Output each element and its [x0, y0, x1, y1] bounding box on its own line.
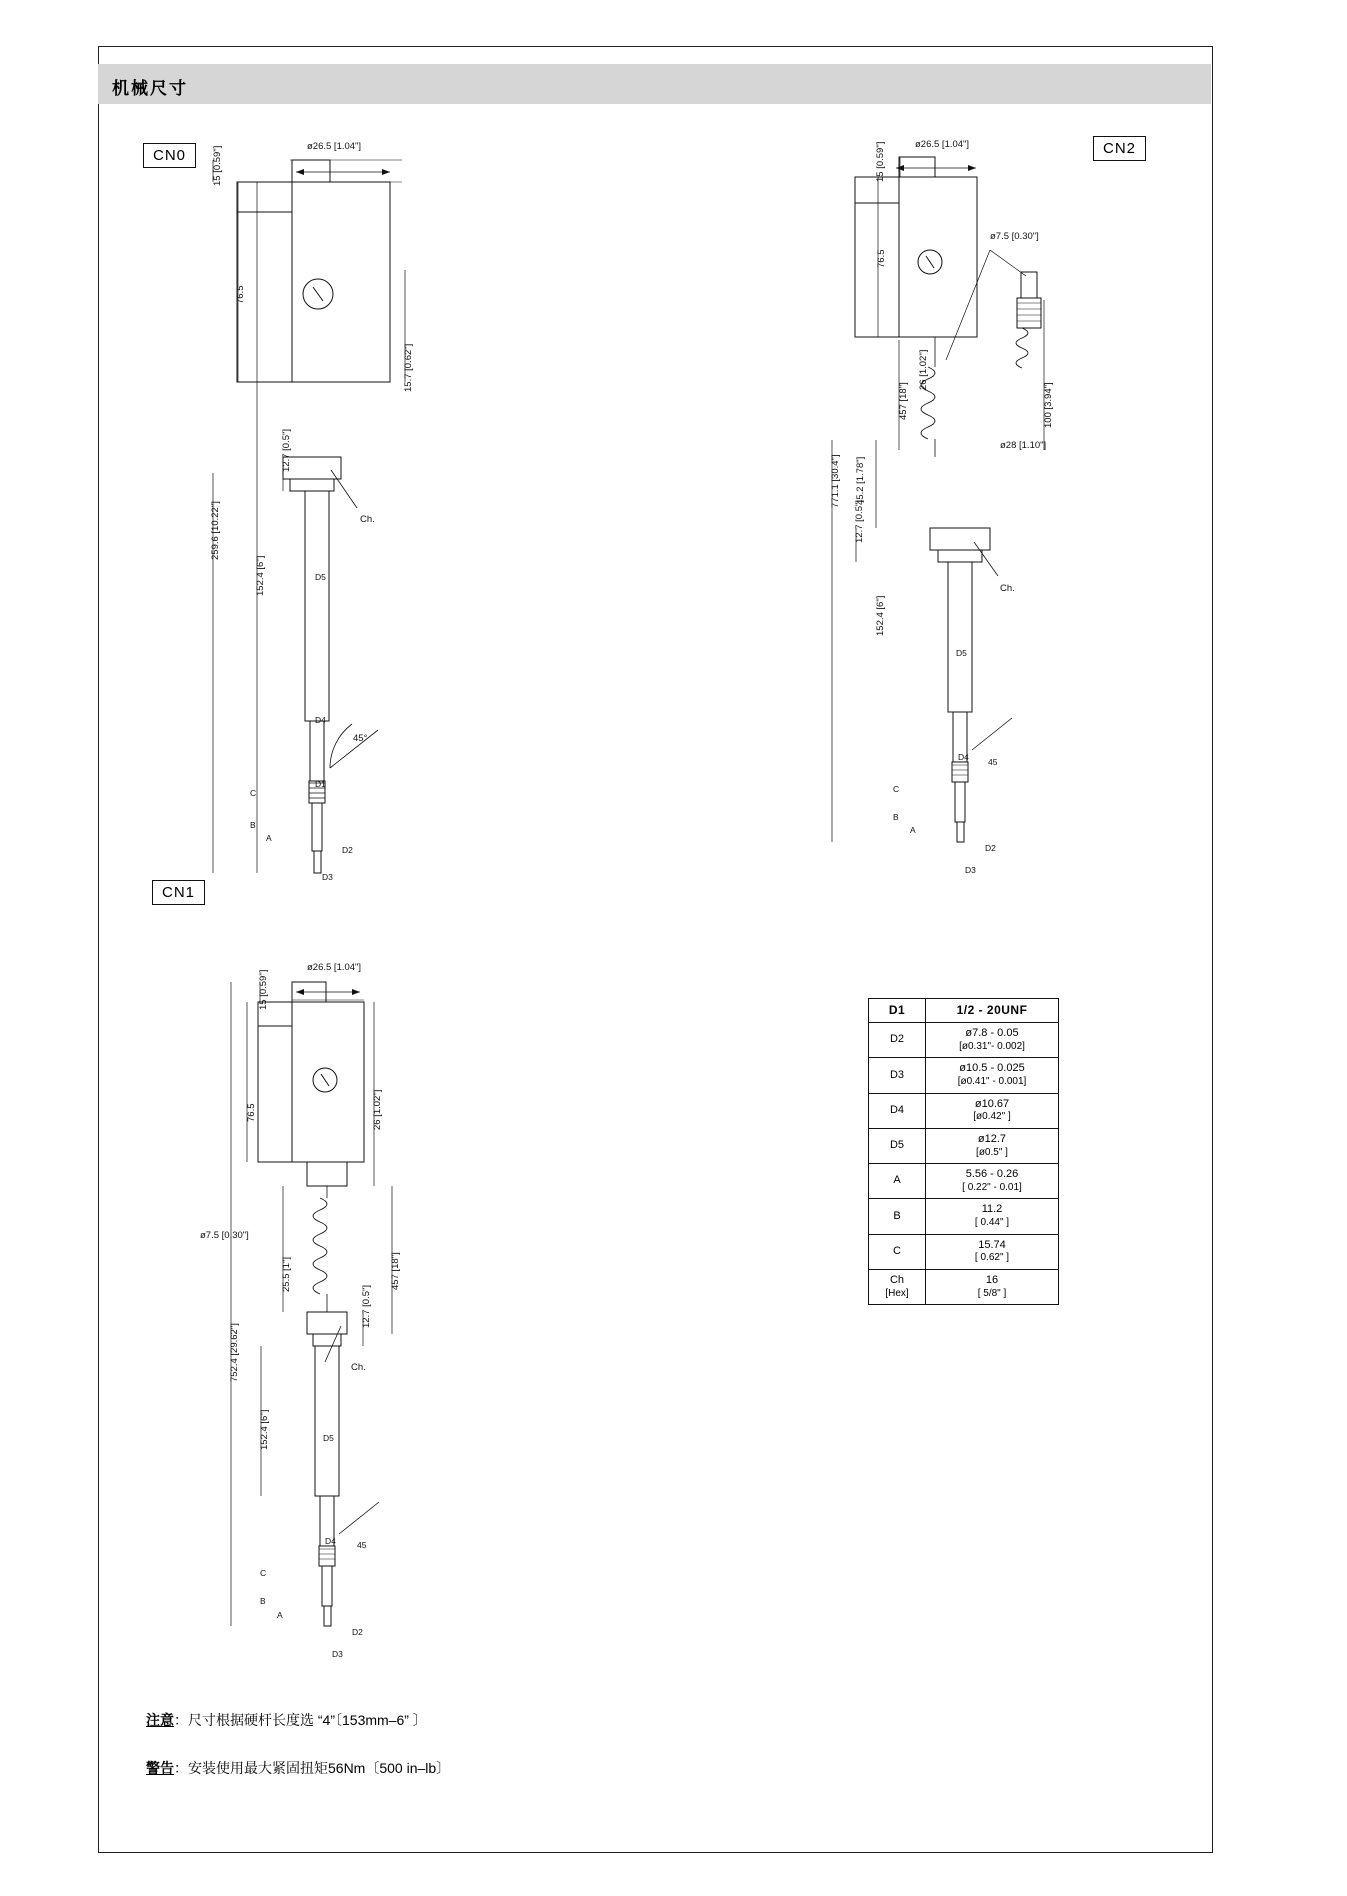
- cn2-b: B: [893, 812, 899, 822]
- cn1-overall: 752.4 [29.62"]: [229, 1323, 240, 1382]
- dim-value-line1: 5.56 - 0.26: [965, 1168, 1019, 1180]
- cn2-top-height: 15 [0.59"]: [875, 141, 886, 182]
- dim-value-line2: [ø0.42" ]: [973, 1111, 1011, 1123]
- cn2-ch-label: Ch.: [1000, 583, 1015, 594]
- note-text: ：尺寸根据硬杆长度选 “4”〔153mm–6” 〕: [174, 1712, 427, 1728]
- cn1-cable-dia: ø7.5 [0.30"]: [200, 1230, 249, 1241]
- cn1-d5: D5: [323, 1433, 334, 1443]
- cn1-probe-length: 152.4 [6"]: [259, 1409, 270, 1450]
- cn2-hex-length: 12.7 [0.5"]: [854, 500, 865, 543]
- dim-value-line1: 16: [985, 1273, 999, 1286]
- dim-key: A: [869, 1164, 926, 1199]
- cn0-b: B: [250, 820, 256, 830]
- dim-value-line2: [ 0.44" ]: [974, 1217, 1010, 1228]
- table-row-head: [869, 999, 1059, 1023]
- cn2-body-height: 76.5: [876, 249, 887, 268]
- dim-value-line2: [ 0.62" ]: [974, 1252, 1010, 1264]
- dim-value-line2: [ø0.31"- 0.002]: [959, 1040, 1025, 1052]
- note-line: [146, 1710, 427, 1730]
- dim-value: [926, 1058, 1059, 1093]
- dim-value-line1: 15.74: [978, 1238, 1006, 1251]
- dim-value: [926, 1128, 1059, 1163]
- dim-value: [926, 1164, 1059, 1199]
- cn1-body-height: 76.5: [246, 1103, 257, 1122]
- warning-label: 警告: [146, 1760, 174, 1776]
- cn2-diameter: ø26.5 [1.04"]: [915, 139, 970, 150]
- dim-value: [926, 1234, 1059, 1269]
- view-label-cn0: CN0: [143, 143, 196, 168]
- dim-key-line1: Ch: [889, 1273, 905, 1286]
- cn1-d2: D2: [352, 1627, 363, 1637]
- warning-line: [146, 1758, 450, 1778]
- table-row: [869, 1093, 1059, 1128]
- cn0-hex-length: 12.7 [0.5"]: [281, 429, 292, 472]
- cn2-probe-length: 152.4 [6"]: [875, 595, 886, 636]
- cn2-a: A: [910, 825, 916, 835]
- cn0-d1: D1: [315, 779, 326, 789]
- dim-key: D5: [869, 1128, 926, 1163]
- dim-value-line2: [ 0.22" - 0.01]: [962, 1181, 1022, 1193]
- warning-text: ：安装使用最大紧固扭矩56Nm〔500 in–lb〕: [174, 1760, 451, 1776]
- cn1-ch-label: Ch.: [351, 1362, 366, 1373]
- cn0-diameter: ø26.5 [1.04"]: [307, 141, 362, 152]
- cn2-d4: D4: [958, 752, 969, 762]
- dim-value-line1: ø7.8 - 0.05: [965, 1027, 1019, 1039]
- cn2-overall: 771.1 [30.4"]: [830, 454, 841, 508]
- cn0-d4: D4: [315, 715, 326, 725]
- cn0-c: C: [250, 788, 257, 798]
- dim-key: B: [869, 1199, 926, 1234]
- view-label-cn2: CN2: [1093, 136, 1146, 161]
- cn0-angle: 45°: [353, 733, 368, 744]
- cn0-d2: D2: [342, 845, 353, 855]
- cn0-ch-label: Ch.: [360, 514, 375, 525]
- dim-value-line1: ø10.5 - 0.025: [959, 1062, 1025, 1075]
- cn2-angle: 45: [988, 757, 998, 767]
- cn1-body-inch: 26 [1.02"]: [372, 1089, 383, 1130]
- dim-key: D3: [869, 1058, 926, 1093]
- dim-key-line2: [Hex]: [885, 1287, 909, 1299]
- table-row: [869, 1199, 1059, 1234]
- cn0-d5: D5: [315, 572, 326, 582]
- cn1-a: A: [277, 1610, 283, 1620]
- dim-key: D4: [869, 1093, 926, 1128]
- cn2-c: C: [893, 784, 900, 794]
- cn0-overall: 259.6 [10.22"]: [210, 501, 221, 560]
- table-row: [869, 1128, 1059, 1163]
- cn0-top-height: 15 [0.59"]: [212, 145, 223, 186]
- cn2-d5: D5: [956, 648, 967, 658]
- section-title: 机械尺寸: [112, 79, 188, 98]
- cn1-top-height: 15 [0.59"]: [258, 969, 269, 1010]
- cn1-d3: D3: [332, 1649, 343, 1659]
- table-row: [869, 1234, 1059, 1269]
- cn0-body-height: 76.5: [235, 285, 246, 304]
- cn0-probe-length: 152.4 [6"]: [255, 555, 266, 596]
- dim-value-line1: 11.2: [981, 1203, 1003, 1216]
- dim-key-d1: D1: [869, 999, 926, 1023]
- dim-value-line1: ø12.7: [977, 1132, 1007, 1145]
- cn2-cable-length: 457 [18"]: [898, 382, 909, 420]
- dim-value: [926, 1093, 1059, 1128]
- cn1-diameter: ø26.5 [1.04"]: [307, 962, 362, 973]
- note-label: 注意: [146, 1712, 174, 1728]
- dimension-table: [868, 998, 1059, 1305]
- table-row: [869, 1164, 1059, 1199]
- cn1-c: C: [260, 1568, 267, 1578]
- view-label-cn1: CN1: [152, 880, 205, 905]
- dim-key: [869, 1269, 926, 1304]
- dim-value-line2: [ø0.5" ]: [976, 1146, 1008, 1158]
- cn1-d4: D4: [325, 1536, 336, 1546]
- dim-value-line2: [ø0.41" - 0.001]: [957, 1076, 1027, 1087]
- cn0-a: A: [266, 833, 272, 843]
- cn2-d3: D3: [965, 865, 976, 875]
- cn1-b: B: [260, 1596, 266, 1606]
- cn1-hex-length: 12.7 [0.5"]: [361, 1285, 372, 1328]
- table-row: [869, 1269, 1059, 1304]
- cn1-angle: 45: [357, 1540, 367, 1550]
- cn1-cable-length: 457 [18"]: [390, 1252, 401, 1290]
- cn2-d2: D2: [985, 843, 996, 853]
- dim-value-line2: [ 5/8" ]: [977, 1287, 1007, 1299]
- table-row: [869, 1058, 1059, 1093]
- cn2-sub: 45.2 [1.78"]: [855, 456, 866, 505]
- cn1-spring: 25.5 [1"]: [281, 1256, 292, 1292]
- dim-value: [926, 1199, 1059, 1234]
- cn0-d3: D3: [322, 872, 333, 882]
- dim-value: [926, 1269, 1059, 1304]
- cn2-gland-dia: ø28 [1.10"]: [1000, 440, 1047, 451]
- cn2-drop: 100 [3.94"]: [1043, 382, 1054, 428]
- dim-value-line1: ø10.67: [974, 1097, 1010, 1110]
- cn0-body-inch: 15.7 [0.62"]: [403, 343, 414, 392]
- cn2-connector-dia: ø7.5 [0.30"]: [990, 231, 1039, 242]
- dim-key: C: [869, 1234, 926, 1269]
- dim-key: D2: [869, 1023, 926, 1058]
- dim-value-d1: 1/2 - 20UNF: [926, 999, 1059, 1023]
- cn2-body-inch: 26 [1.02"]: [918, 349, 929, 390]
- table-row: [869, 1023, 1059, 1058]
- dim-value: [926, 1023, 1059, 1058]
